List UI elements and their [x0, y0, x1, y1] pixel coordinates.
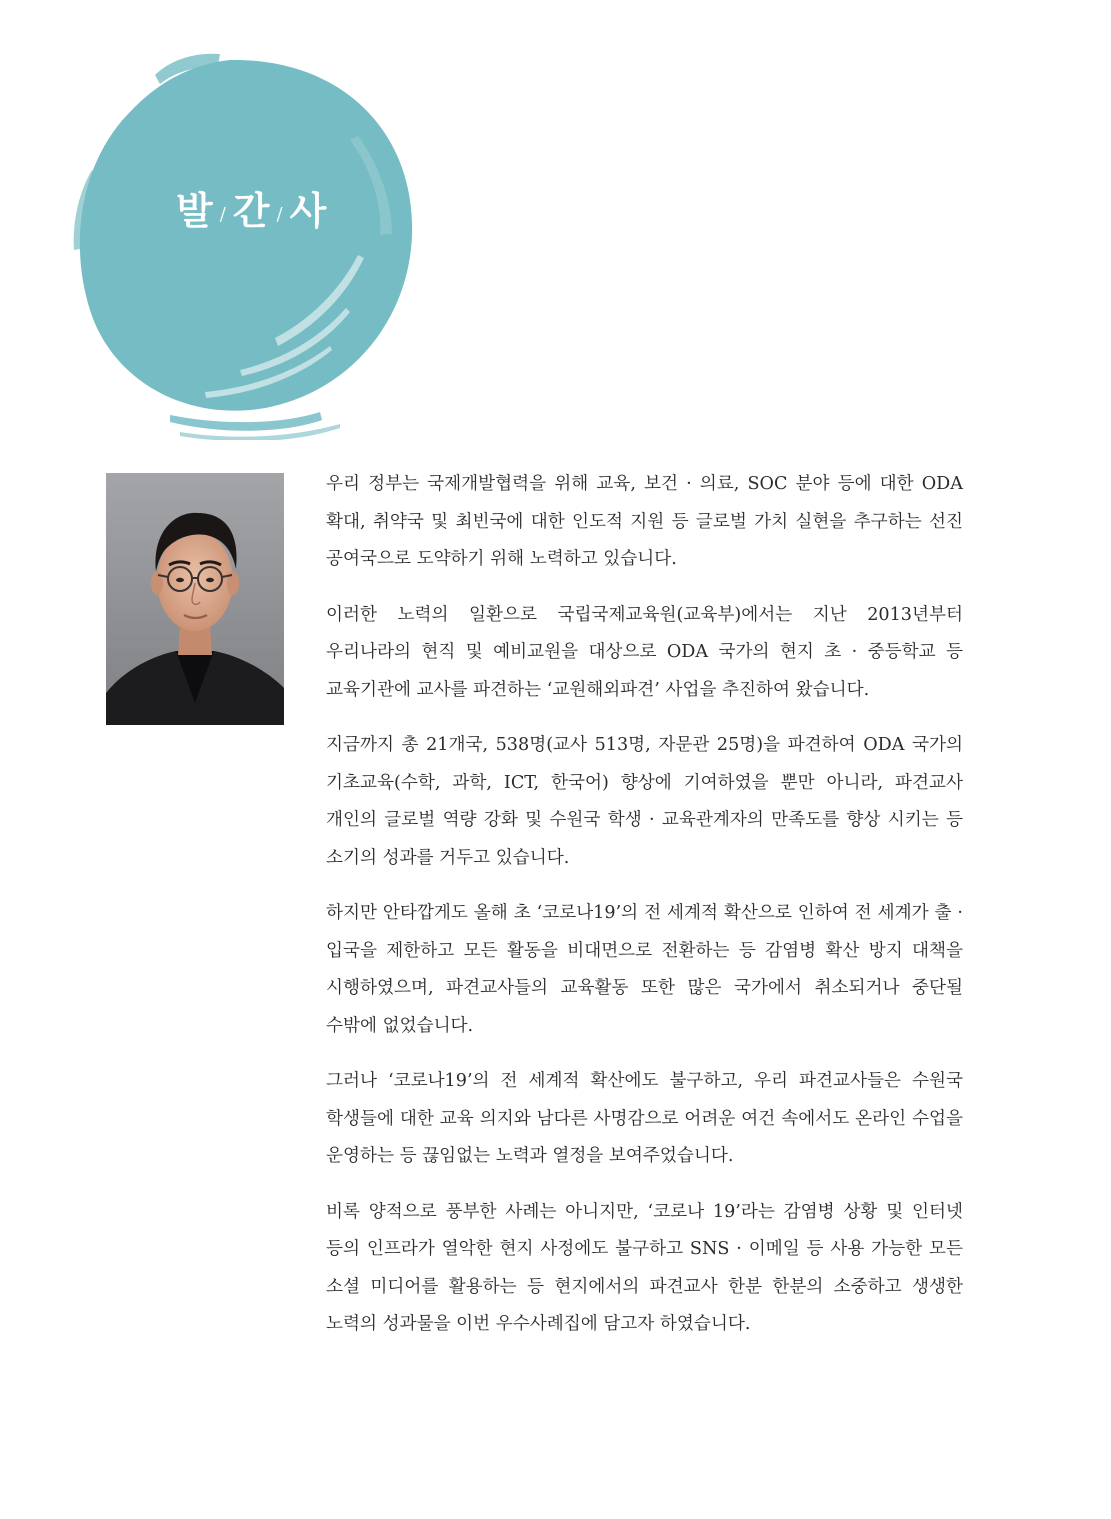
paragraph: 비록 양적으로 풍부한 사례는 아니지만, ‘코로나 19’라는 감염병 상황 및 인터넷 등의 인프라가 열악한 현지 사정에도 불구하고 SNS · 이메일 등 사용 가능한 모든 소셜 미디어를 활용하는 등 현지에서의 파견교사 한분 한분의 소중하고 생생한 노력의 성과물을 이번 우수사례집에 담고자 하였습니다.	[326, 1201, 963, 1334]
paragraph: 그러나 ‘코로나19’의 전 세계적 확산에도 불구하고, 우리 파견교사들은 수원국 학생들에 대한 교육 의지와 남다른 사명감으로 어려운 여건 속에서도 온라인 수업을 운영하는 등 끊임없는 노력과 열정을 보여주었습니다.	[326, 1071, 963, 1166]
heading-char-1: 발	[176, 188, 214, 233]
portrait-illustration	[106, 473, 284, 725]
paragraph: 이러한 노력의 일환으로 국립국제교육원(교육부)에서는 지난 2013년부터 우리나라의 현직 및 예비교원을 대상으로 ODA 국가의 현지 초 · 중등학교 등 교육기관에 교사를 파견하는 ‘교원해외파견’ 사업을 추진하여 왔습니다.	[326, 604, 963, 700]
heading-separator-1: /	[219, 204, 227, 225]
heading-separator-2: /	[276, 204, 284, 225]
heading-char-2: 간	[232, 188, 271, 233]
page-heading	[176, 180, 327, 235]
foreword-body	[326, 466, 963, 1362]
paragraph: 하지만 안타깝게도 올해 초 ‘코로나19’의 전 세계적 확산으로 인하여 전 세계가 출 · 입국을 제한하고 모든 활동을 비대면으로 전환하는 등 감염병 확산 방지 대책을 시행하였으며, 파견교사들의 교육활동 또한 많은 국가에서 취소되거나 중단될 수밖에 없었습니다.	[326, 903, 963, 1036]
author-portrait	[106, 473, 284, 725]
heading-char-3: 사	[289, 188, 328, 233]
paragraph: 지금까지 총 21개국, 538명(교사 513명, 자문관 25명)을 파견하여 ODA 국가의 기초교육(수학, 과학, ICT, 한국어) 향상에 기여하였을 뿐만 아니라, 파견교사 개인의 글로벌 역량 강화 및 수원국 학생 · 교육관계자의 만족도를 향상 시키는 등 소기의 성과를 거두고 있습니다.	[326, 735, 963, 868]
paragraph: 우리 정부는 국제개발협력을 위해 교육, 보건 · 의료, SOC 분야 등에 대한 ODA 확대, 취약국 및 최빈국에 대한 인도적 지원 등 글로벌 가치 실현을 추구하는 선진 공여국으로 도약하기 위해 노력하고 있습니다.	[326, 474, 963, 569]
